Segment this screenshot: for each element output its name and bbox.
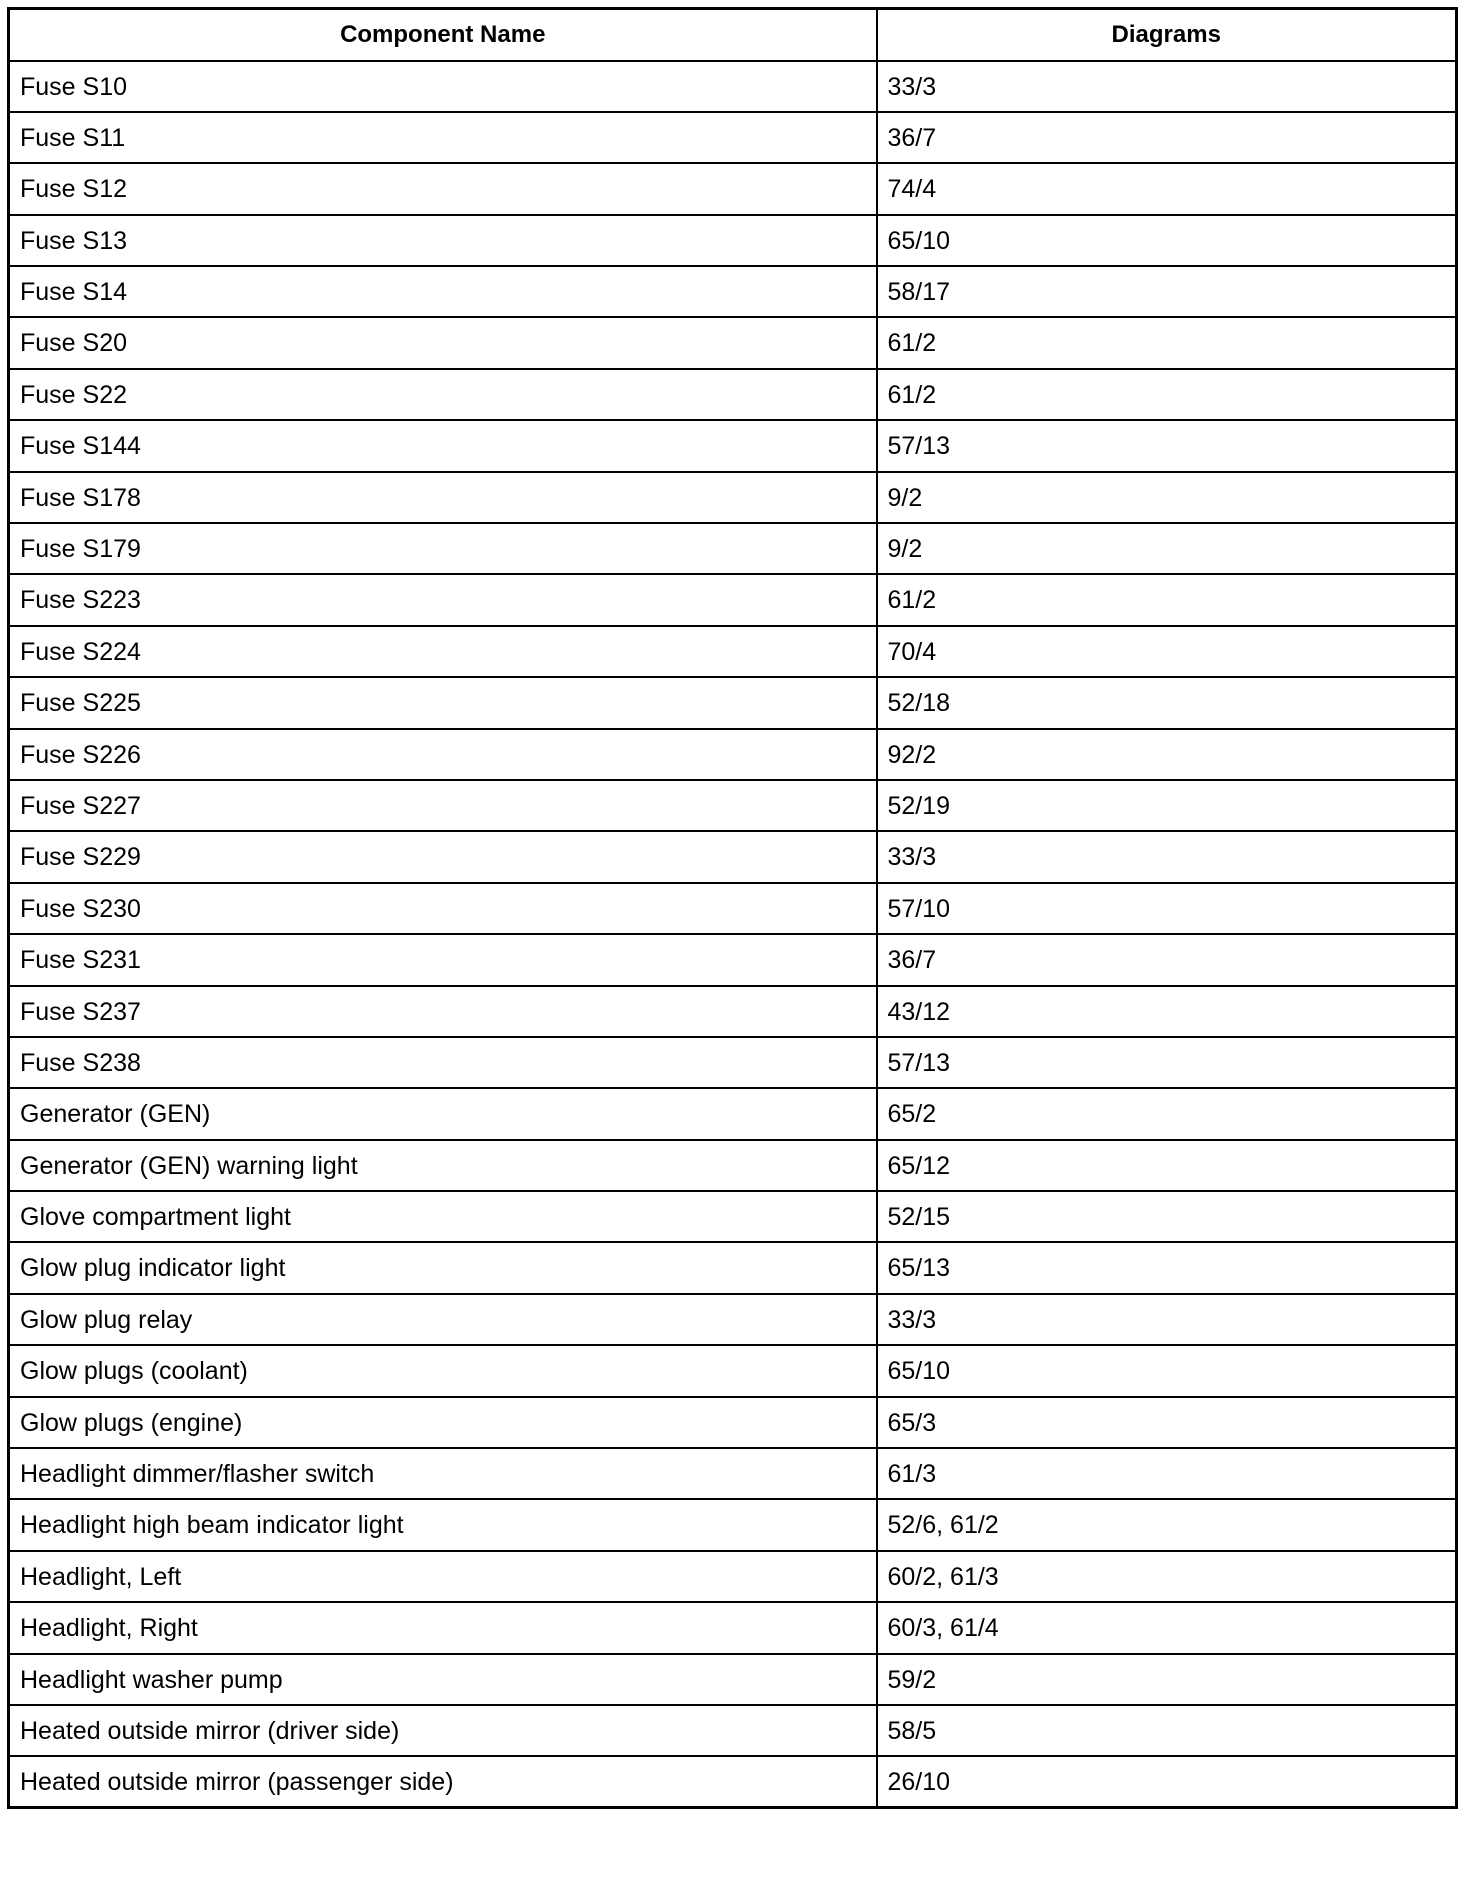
table-row	[9, 934, 1457, 985]
table-row	[9, 369, 1457, 420]
table-row	[9, 677, 1457, 728]
component-name-cell: Fuse S22	[9, 369, 877, 420]
diagrams-cell: 33/3	[877, 61, 1457, 112]
diagrams-cell: 65/10	[877, 215, 1457, 266]
header-row	[9, 9, 1457, 61]
table-row	[9, 1551, 1457, 1602]
component-name-cell: Fuse S231	[9, 934, 877, 985]
diagrams-cell: 58/17	[877, 266, 1457, 317]
diagrams-cell: 52/18	[877, 677, 1457, 728]
diagrams-cell: 43/12	[877, 986, 1457, 1037]
diagrams-cell: 92/2	[877, 729, 1457, 780]
table-row	[9, 574, 1457, 625]
table-row	[9, 831, 1457, 882]
diagrams-cell: 33/3	[877, 831, 1457, 882]
table-row	[9, 112, 1457, 163]
component-name-cell: Fuse S14	[9, 266, 877, 317]
component-name-cell: Fuse S13	[9, 215, 877, 266]
diagrams-cell: 65/13	[877, 1242, 1457, 1293]
diagrams-cell: 65/10	[877, 1345, 1457, 1396]
table-row	[9, 472, 1457, 523]
table-row	[9, 1602, 1457, 1653]
component-name-cell: Glow plugs (coolant)	[9, 1345, 877, 1396]
component-name-cell: Fuse S144	[9, 420, 877, 471]
table-row	[9, 1345, 1457, 1396]
diagrams-cell: 61/2	[877, 369, 1457, 420]
component-name-cell: Fuse S12	[9, 163, 877, 214]
table-row	[9, 1448, 1457, 1499]
table-row	[9, 1397, 1457, 1448]
diagrams-cell: 65/12	[877, 1140, 1457, 1191]
diagrams-cell: 70/4	[877, 626, 1457, 677]
table-row	[9, 986, 1457, 1037]
component-name-cell: Glove compartment light	[9, 1191, 877, 1242]
component-name-cell: Fuse S179	[9, 523, 877, 574]
component-name-cell: Fuse S11	[9, 112, 877, 163]
component-name-cell: Fuse S20	[9, 317, 877, 368]
component-name-cell: Fuse S178	[9, 472, 877, 523]
table-row	[9, 1242, 1457, 1293]
table-row	[9, 266, 1457, 317]
diagrams-cell: 36/7	[877, 112, 1457, 163]
component-name-cell: Fuse S223	[9, 574, 877, 625]
component-diagram-table	[7, 7, 1458, 1809]
component-name-cell: Generator (GEN)	[9, 1088, 877, 1139]
table-row	[9, 1654, 1457, 1705]
diagrams-cell: 60/3, 61/4	[877, 1602, 1457, 1653]
table-row	[9, 780, 1457, 831]
table-row	[9, 729, 1457, 780]
diagrams-cell: 52/15	[877, 1191, 1457, 1242]
table-row	[9, 317, 1457, 368]
component-name-cell: Glow plugs (engine)	[9, 1397, 877, 1448]
table-row	[9, 523, 1457, 574]
diagrams-cell: 65/3	[877, 1397, 1457, 1448]
diagrams-cell: 74/4	[877, 163, 1457, 214]
diagrams-cell: 52/6, 61/2	[877, 1499, 1457, 1550]
table-row	[9, 163, 1457, 214]
diagrams-cell: 60/2, 61/3	[877, 1551, 1457, 1602]
diagrams-cell: 57/13	[877, 1037, 1457, 1088]
table-row	[9, 1191, 1457, 1242]
table-row	[9, 1088, 1457, 1139]
table-row	[9, 1499, 1457, 1550]
diagrams-cell: 9/2	[877, 523, 1457, 574]
table-row	[9, 61, 1457, 112]
diagrams-cell: 59/2	[877, 1654, 1457, 1705]
table-row	[9, 1037, 1457, 1088]
diagrams-cell: 61/2	[877, 317, 1457, 368]
table-body	[9, 61, 1457, 1808]
component-name-cell: Glow plug indicator light	[9, 1242, 877, 1293]
component-name-cell: Fuse S230	[9, 883, 877, 934]
table-row	[9, 1705, 1457, 1756]
component-name-cell: Headlight high beam indicator light	[9, 1499, 877, 1550]
component-name-cell: Fuse S10	[9, 61, 877, 112]
diagrams-cell: 36/7	[877, 934, 1457, 985]
component-name-cell: Glow plug relay	[9, 1294, 877, 1345]
component-name-cell: Headlight, Left	[9, 1551, 877, 1602]
table-row	[9, 215, 1457, 266]
table-row	[9, 626, 1457, 677]
component-name-cell: Heated outside mirror (passenger side)	[9, 1756, 877, 1807]
diagrams-cell: 65/2	[877, 1088, 1457, 1139]
diagrams-cell: 58/5	[877, 1705, 1457, 1756]
component-name-cell: Heated outside mirror (driver side)	[9, 1705, 877, 1756]
component-name-cell: Fuse S229	[9, 831, 877, 882]
header-component-name: Component Name	[9, 9, 877, 61]
component-name-cell: Generator (GEN) warning light	[9, 1140, 877, 1191]
component-name-cell: Fuse S238	[9, 1037, 877, 1088]
diagrams-cell: 52/19	[877, 780, 1457, 831]
diagrams-cell: 33/3	[877, 1294, 1457, 1345]
component-name-cell: Fuse S225	[9, 677, 877, 728]
component-name-cell: Fuse S226	[9, 729, 877, 780]
component-name-cell: Fuse S237	[9, 986, 877, 1037]
table-row	[9, 1140, 1457, 1191]
table-header	[9, 9, 1457, 61]
component-name-cell: Headlight dimmer/flasher switch	[9, 1448, 877, 1499]
component-name-cell: Headlight, Right	[9, 1602, 877, 1653]
component-name-cell: Headlight washer pump	[9, 1654, 877, 1705]
diagrams-cell: 57/10	[877, 883, 1457, 934]
diagrams-cell: 57/13	[877, 420, 1457, 471]
component-name-cell: Fuse S224	[9, 626, 877, 677]
table-row	[9, 1294, 1457, 1345]
diagrams-cell: 61/2	[877, 574, 1457, 625]
table-row	[9, 1756, 1457, 1807]
diagrams-cell: 26/10	[877, 1756, 1457, 1807]
table-row	[9, 883, 1457, 934]
component-name-cell: Fuse S227	[9, 780, 877, 831]
diagrams-cell: 61/3	[877, 1448, 1457, 1499]
diagrams-cell: 9/2	[877, 472, 1457, 523]
component-diagram-table-wrapper	[7, 7, 1455, 1809]
table-row	[9, 420, 1457, 471]
header-diagrams: Diagrams	[877, 9, 1457, 61]
